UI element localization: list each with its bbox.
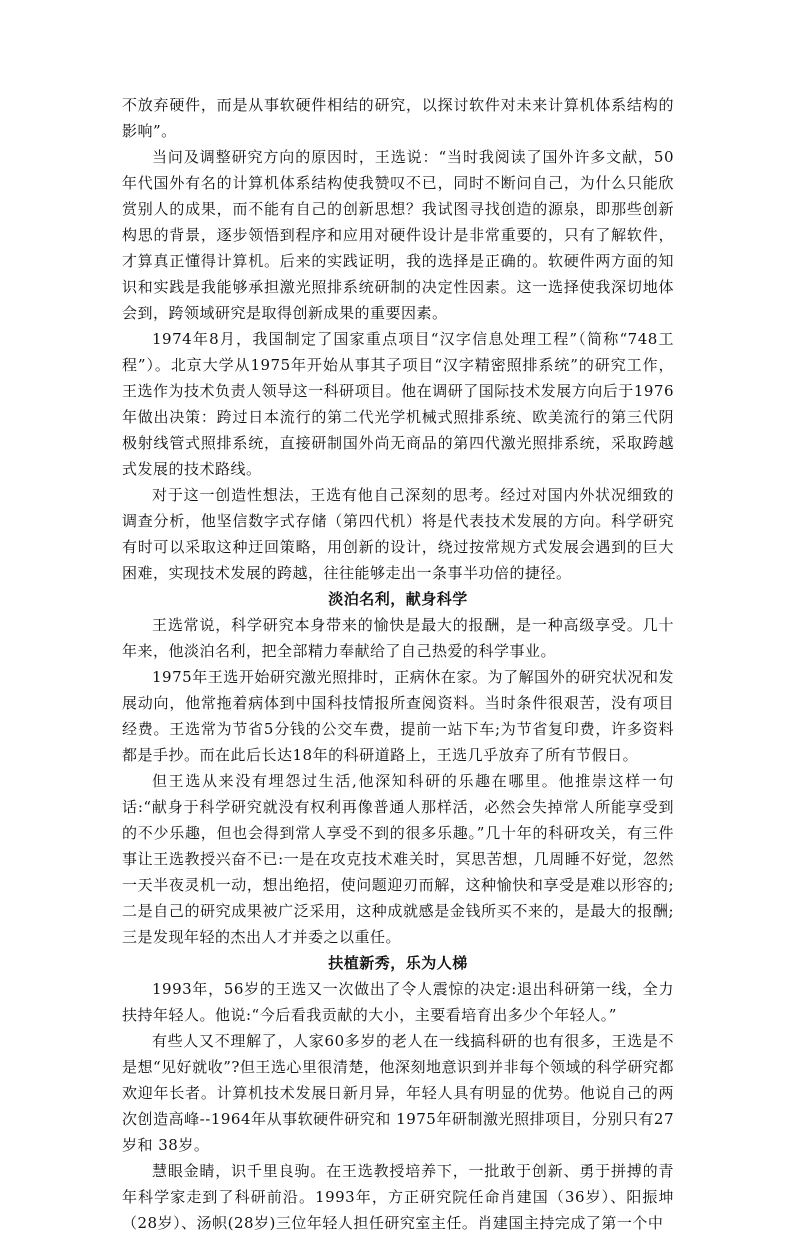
paragraph: 但王选从来没有埋怨过生活,他深知科研的乐趣在哪里。他推崇这样一句话:“献身于科学研究就没有权利再像普通人那样活，必然会失掉常人所能享受到的不少乐趣，但也会得到常人享受不到的很多乐趣。”几十年的科研攻关，有三件事让王选教授兴奋不已:一是在攻克技术难关时，冥思苦想，几周睡不好觉，忽然一天半夜灵机一动，想出绝招，使问题迎刃而解，这种愉快和享受是难以形容的;二是自己的研究成果被广泛采用，这种成就感是金钱所买不来的，是最大的报酬;三是发现年轻的杰出人才并委之以重任。 [122,772,674,946]
section-heading: 淡泊名利，献身科学 [328,590,468,608]
paragraph: 当问及调整研究方向的原因时，王选说：“当时我阅读了国外许多文献，50年代国外有名的计算机体系结构使我赞叹不已，同时不断问自己，为什么只能欣赏别人的成果，而不能有自己的创新思想？我试图寻找创造的源泉，即那些创新构思的背景，逐步领悟到程序和应用对硬件设计是非常重要的，只有了解软件，才算真正懂得计算机。后来的实践证明，我的选择是正确的。软硬件两方面的知识和实践是我能够承担激光照排系统研制的决定性因素。这一选择使我深切地体会到，跨领域研究是取得创新成果的重要因素。 [122,148,674,322]
document-page [122,92,674,1236]
paragraph: 1974年8月，我国制定了国家重点项目“汉字信息处理工程”（简称“748工程”）。北京大学从1975年开始从事其子项目“汉字精密照排系统”的研究工作，王选作为技术负责人领导这一科研项目。他在调研了国际技术发展方向后于1976年做出决策：跨过日本流行的第二代光学机械式照排系统、欧美流行的第三代阴极射线管式照排系统，直接研制国外尚无商品的第四代激光照排系统，采取跨越式发展的技术路线。 [122,330,674,478]
paragraph: 慧眼金睛，识千里良驹。在王选教授培养下，一批敢于创新、勇于拼搏的青年科学家走到了科研前沿。1993年，方正研究院任命肖建国（36岁）、阳振坤（28岁）、汤帜(28岁)三位年轻人担任研究室主任。肖建国主持完成了第一个中 [122,1162,674,1232]
paragraph: 对于这一创造性想法，王选有他自己深刻的思考。经过对国内外状况细致的调查分析，他坚信数字式存储（第四代机）将是代表技术发展的方向。科学研究有时可以采取这种迂回策略，用创新的设计，绕过按常规方式发展会遇到的巨大困难，实现技术发展的跨越，往往能够走出一条事半功倍的捷径。 [122,486,674,582]
paragraph: 有些人又不理解了，人家60多岁的老人在一线搞科研的也有很多，王选是不是想“见好就收”?但王选心里很清楚，他深刻地意识到并非每个领域的科学研究都欢迎年长者。计算机技术发展日新月异，年轻人具有明显的优势。他说自己的两次创造高峰--1964年从事软硬件研究和 1975年研制激光照排项目，分别只有27岁和 38岁。 [122,1032,674,1154]
paragraph: 王选常说，科学研究本身带来的愉快是最大的报酬，是一种高级享受。几十年来，他淡泊名利，把全部精力奉献给了自己热爱的科学事业。 [122,616,674,660]
paragraph: 不放弃硬件，而是从事软硬件相结的研究，以探讨软件对未来计算机体系结构的影响”。 [122,96,674,140]
section-heading: 扶植新秀，乐为人梯 [328,954,468,972]
paragraph: 1993年，56岁的王选又一次做出了令人震惊的决定:退出科研第一线，全力扶持年轻人。他说:“今后看我贡献的大小，主要看培育出多少个年轻人。” [122,980,674,1024]
paragraph: 1975年王选开始研究激光照排时，正病休在家。为了解国外的研究状况和发展动向，他常拖着病体到中国科技情报所查阅资料。当时条件很艰苦，没有项目经费。王选常为节省5分钱的公交车费，提前一站下车;为节省复印费，许多资料都是手抄。而在此后长达18年的科研道路上，王选几乎放弃了所有节假日。 [122,668,674,764]
